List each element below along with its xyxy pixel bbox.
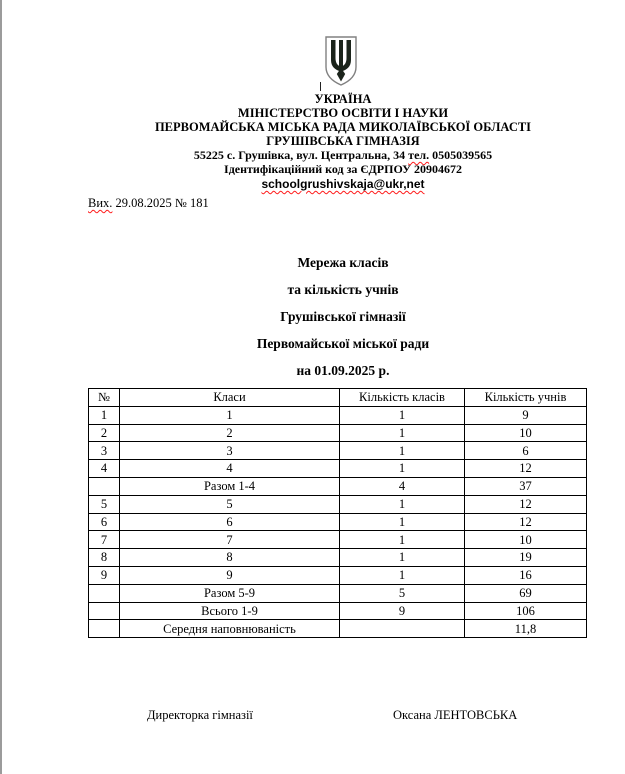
table-row [89,460,587,478]
table-cell: 1 [340,495,465,513]
address-tel-misspelled: тел. [408,148,430,162]
text-cursor-tick [320,82,321,91]
address-text: 55225 с. Грушівка, вул. Центральна, 34 [193,148,409,162]
table-cell: 6 [120,513,340,531]
table-cell: 10 [465,531,587,549]
letterhead-ministry: МІНІСТЕРСТВО ОСВІТИ І НАУКИ [237,106,449,120]
table-cell: 6 [465,442,587,460]
title-line-4: Первомайської міської ради [256,336,430,351]
table-cell: 7 [120,531,340,549]
table-cell: 12 [465,460,587,478]
table-row [89,513,587,531]
table-cell: Всього 1-9 [120,602,340,620]
letterhead-city-council: ПЕРВОМАЙСЬКА МІСЬКА РАДА МИКОЛАЇВСЬКОЇ ОБЛАСТІ [154,120,532,134]
table-cell: 1 [340,460,465,478]
table-cell: 8 [89,549,120,567]
signature-name: Оксана ЛЕНТОВСЬКА [393,708,518,722]
table-cell: 1 [89,406,120,424]
table-cell: 1 [340,406,465,424]
table-row [89,584,587,602]
table-cell: 3 [89,442,120,460]
table-row [89,566,587,584]
table-cell: 11,8 [465,620,587,638]
table-cell: 6 [89,513,120,531]
header-cell-number: № [89,389,120,407]
table-cell: 4 [120,460,340,478]
table-cell: 5 [89,495,120,513]
header-cell-student-count: Кількість учнів [465,389,587,407]
table-row [89,424,587,442]
table-cell: 37 [465,477,587,495]
table-cell: 106 [465,602,587,620]
table-cell: 5 [120,495,340,513]
table-cell: Разом 1-4 [120,477,340,495]
table-row [89,602,587,620]
letterhead-address [88,148,598,162]
header-cell-class-count: Кількість класів [340,389,465,407]
table-cell: 1 [340,566,465,584]
table-cell: 4 [89,460,120,478]
table-row [89,442,587,460]
table-cell: 1 [340,424,465,442]
table-cell: 69 [465,584,587,602]
table-cell: 7 [89,531,120,549]
table-cell [89,602,120,620]
table-cell [89,584,120,602]
ukraine-trident-icon [324,36,358,86]
email-text: schoolgrushivskaja@ukr,net [261,177,425,191]
table-cell: 1 [340,442,465,460]
table-cell: 9 [89,566,120,584]
table-cell: 3 [120,442,340,460]
page-edge-line [0,0,2,774]
table-row [89,549,587,567]
table-cell: 2 [89,424,120,442]
table-cell: 5 [340,584,465,602]
table-cell: 4 [340,477,465,495]
table-cell: 12 [465,495,587,513]
table-cell: 1 [120,406,340,424]
table-row [89,477,587,495]
letterhead-country: УКРАЇНА [314,92,372,106]
letterhead [88,92,598,192]
document-title [88,249,598,384]
outgoing-number: 29.08.2025 № 181 [112,196,209,210]
table-cell: 1 [340,549,465,567]
table-cell: 12 [465,513,587,531]
letterhead-email [88,176,598,192]
signature-position-title: Директорка гімназії [147,708,253,722]
title-line-3: Грушівської гімназії [280,309,406,324]
table-cell: 8 [120,549,340,567]
table-row [89,495,587,513]
table-cell: 19 [465,549,587,567]
table-cell: 1 [340,513,465,531]
table-cell: 2 [120,424,340,442]
title-line-5: на 01.09.2025 р. [296,363,390,378]
table-cell: 1 [340,531,465,549]
title-line-1: Мережа класів [297,255,389,270]
table-cell: 10 [465,424,587,442]
table-row [89,531,587,549]
table-row [89,620,587,638]
table-cell: Середня наповнюваність [120,620,340,638]
outgoing-word: Вих. [88,196,113,210]
table-cell [340,620,465,638]
table-cell: 9 [340,602,465,620]
address-phone: 0505039565 [429,148,493,162]
class-network-table [88,388,587,638]
table-cell [89,477,120,495]
table-cell: 9 [120,566,340,584]
table-cell: 16 [465,566,587,584]
table-cell [89,620,120,638]
letterhead-edrpou: Ідентифікаційний код за ЄДРПОУ 20904672 [224,162,462,176]
outgoing-reference [88,196,209,211]
table-row [89,406,587,424]
table-cell: 9 [465,406,587,424]
header-cell-classes: Класи [120,389,340,407]
table-cell: Разом 5-9 [120,584,340,602]
title-line-2: та кількість учнів [287,282,399,297]
letterhead-school-name: ГРУШІВСЬКА ГІМНАЗІЯ [266,134,420,148]
table-header-row [89,389,587,407]
